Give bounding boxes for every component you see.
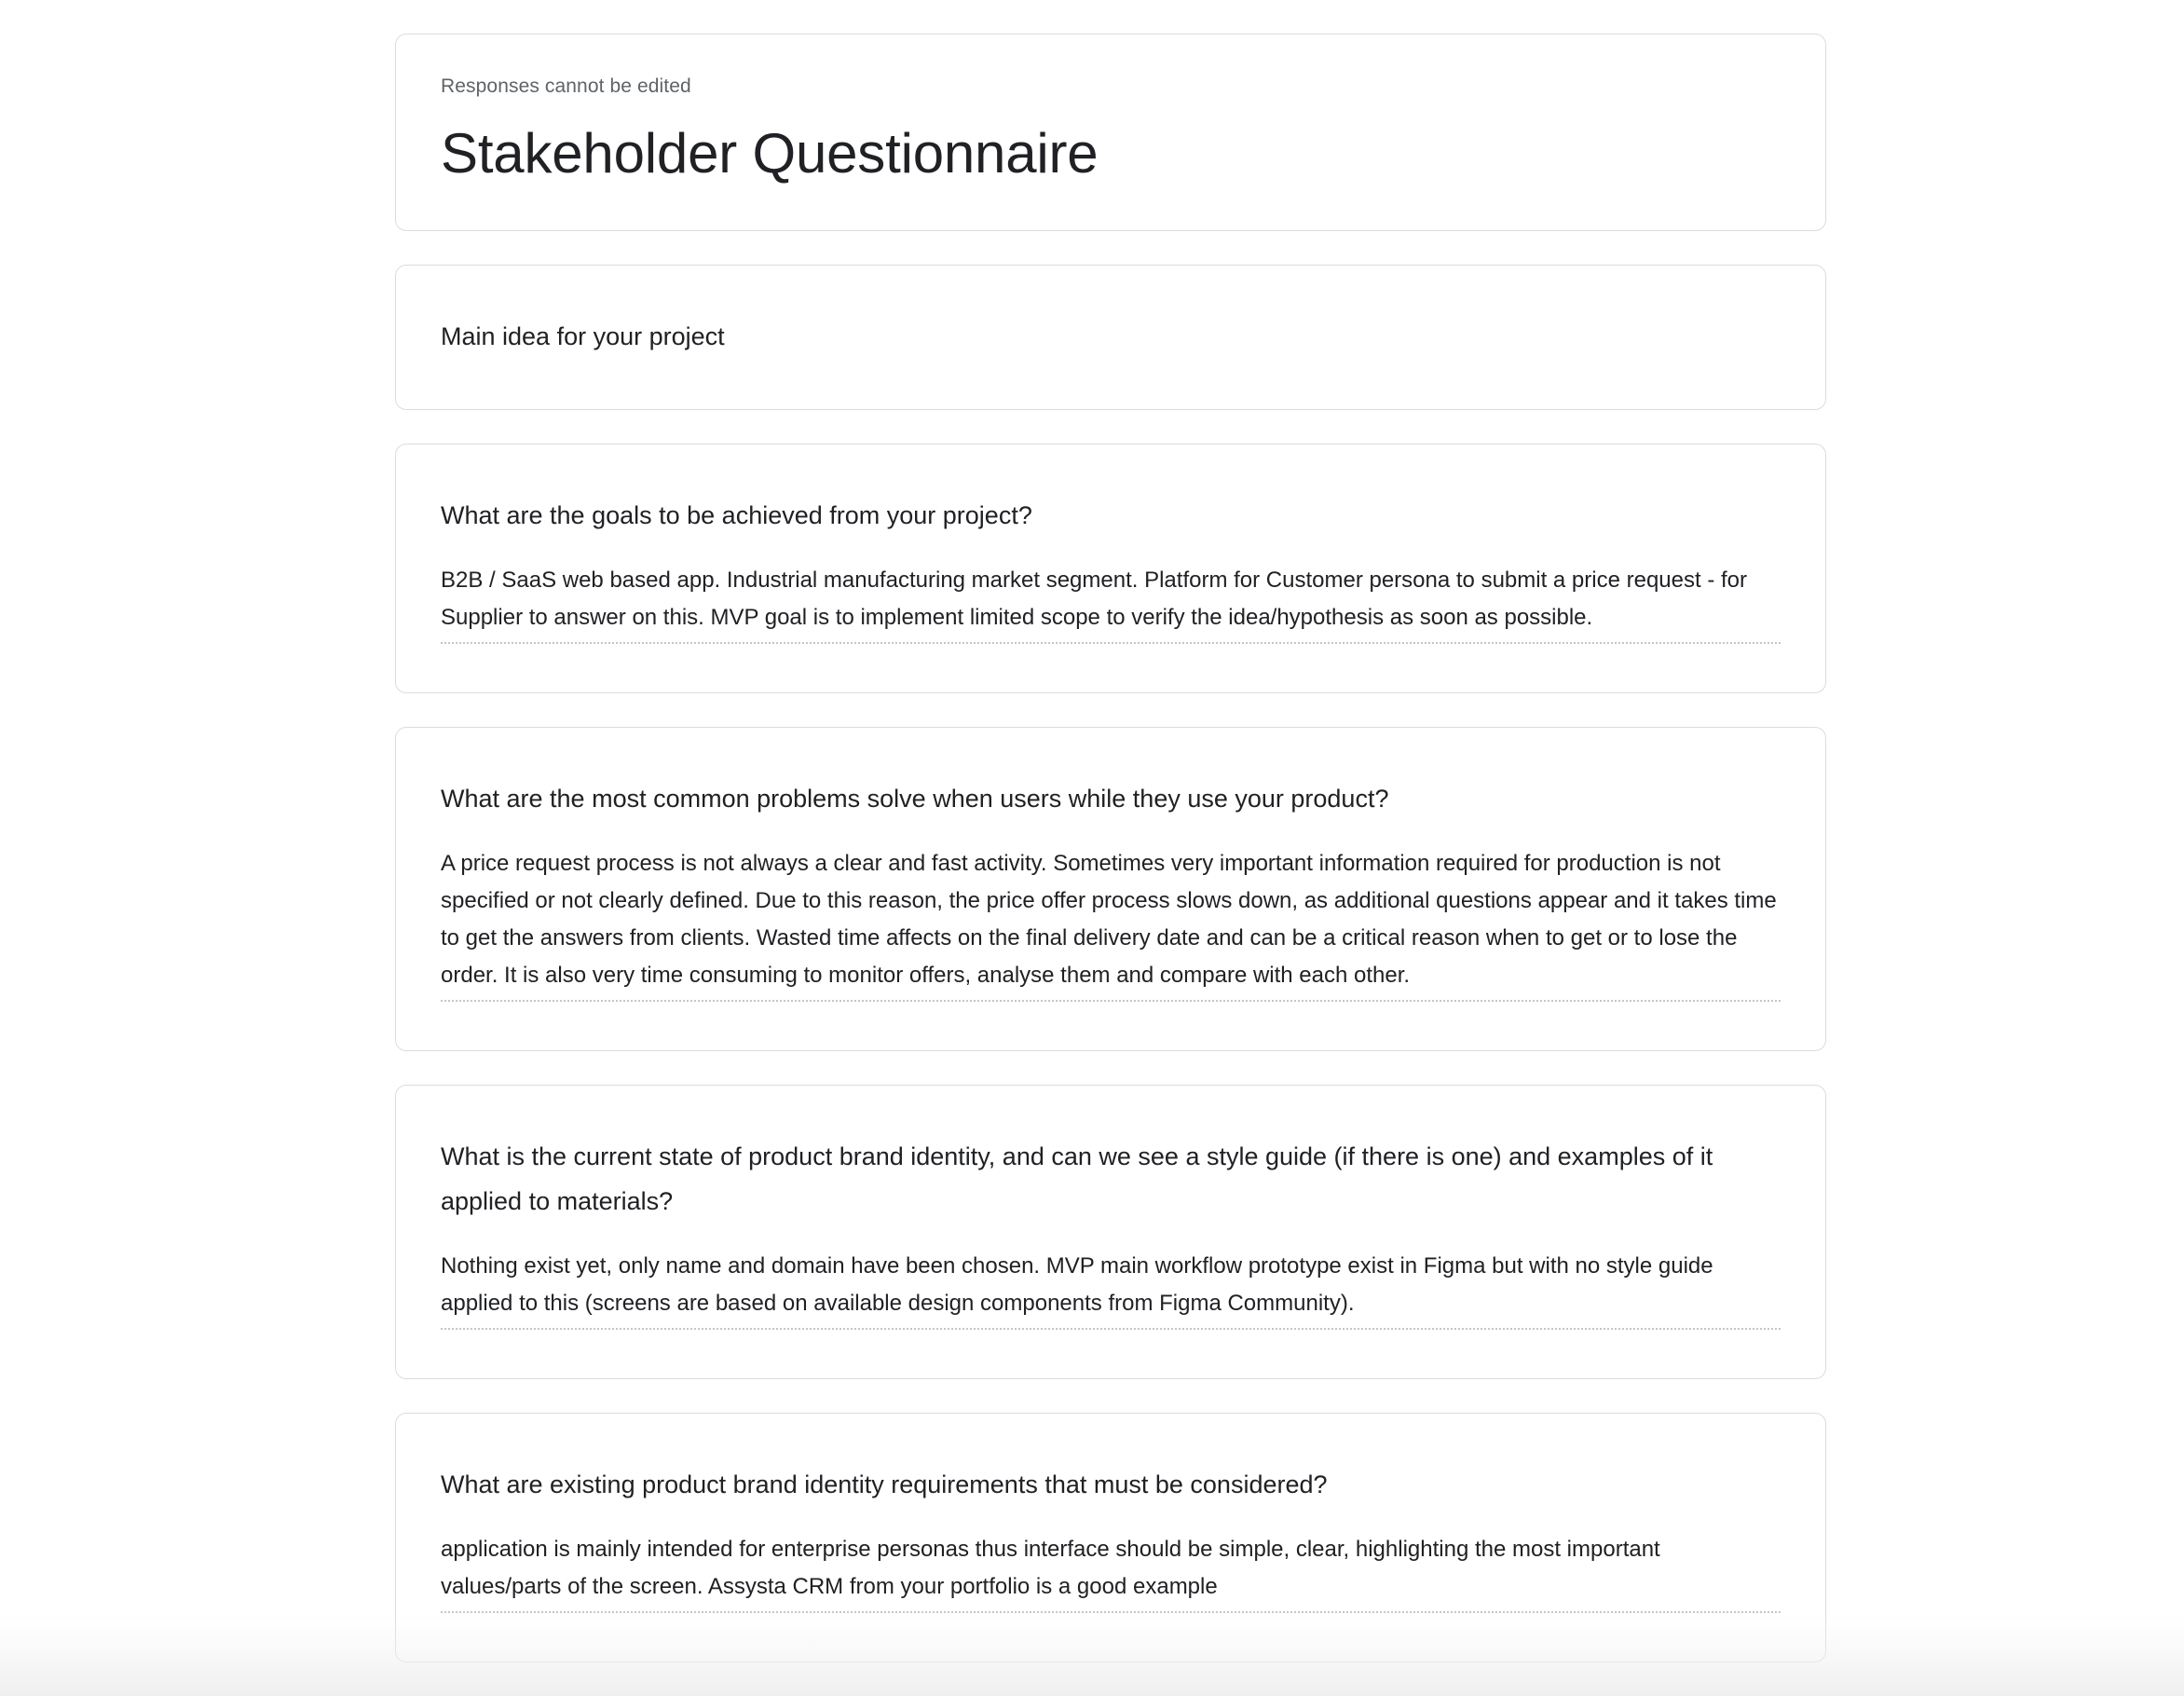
- question-title-1: What are the goals to be achieved from your project?: [441, 501, 1032, 529]
- question-answer-2: A price request process is not always a clear and fast activity. Sometimes very important information required for production is not specified or not clearly defined. Due to this reason, the price offer process slows down, as additional questions appear and it takes time to get the answers from clients. Wasted time affects on the final delivery date and can be a critical reason when to get or to lose the order. It is also very time consuming to monitor offers, analyse them and compare with each other.: [441, 845, 1781, 1002]
- question-card-3: [395, 1085, 1826, 1379]
- question-answer-3: Nothing exist yet, only name and domain have been chosen. MVP main workflow prototype exist in Figma but with no style guide applied to this (screens are based on available design components from Figma Community).: [441, 1248, 1781, 1330]
- form-title: Stakeholder Questionnaire: [441, 122, 1099, 185]
- question-card-2: [395, 727, 1826, 1051]
- section-title: Main idea for your project: [441, 322, 725, 350]
- question-answer-1: B2B / SaaS web based app. Industrial manufacturing market segment. Platform for Customer persona to submit a price request - for Supplier to answer on this. MVP goal is to implement limited scope to verify the idea/hypothesis as soon as possible.: [441, 562, 1781, 644]
- section-header-card: [395, 265, 1826, 410]
- question-answer-4: application is mainly intended for enterprise personas thus interface should be simple, clear, highlighting the most important values/parts of the screen. Assysta CRM from your portfolio is a good example: [441, 1531, 1781, 1613]
- form-header-card: [395, 34, 1826, 231]
- responses-locked-notice: Responses cannot be edited: [441, 75, 691, 97]
- form-card-column: [395, 0, 1826, 1696]
- question-card-1: [395, 444, 1826, 693]
- question-title-2: What are the most common problems solve when users while they use your product?: [441, 785, 1389, 813]
- question-title-3: What is the current state of product brand identity, and can we see a style guide (if there is one) and examples of it applied to materials?: [441, 1142, 1713, 1215]
- question-title-4: What are existing product brand identity requirements that must be considered?: [441, 1470, 1328, 1498]
- question-card-4: [395, 1413, 1826, 1662]
